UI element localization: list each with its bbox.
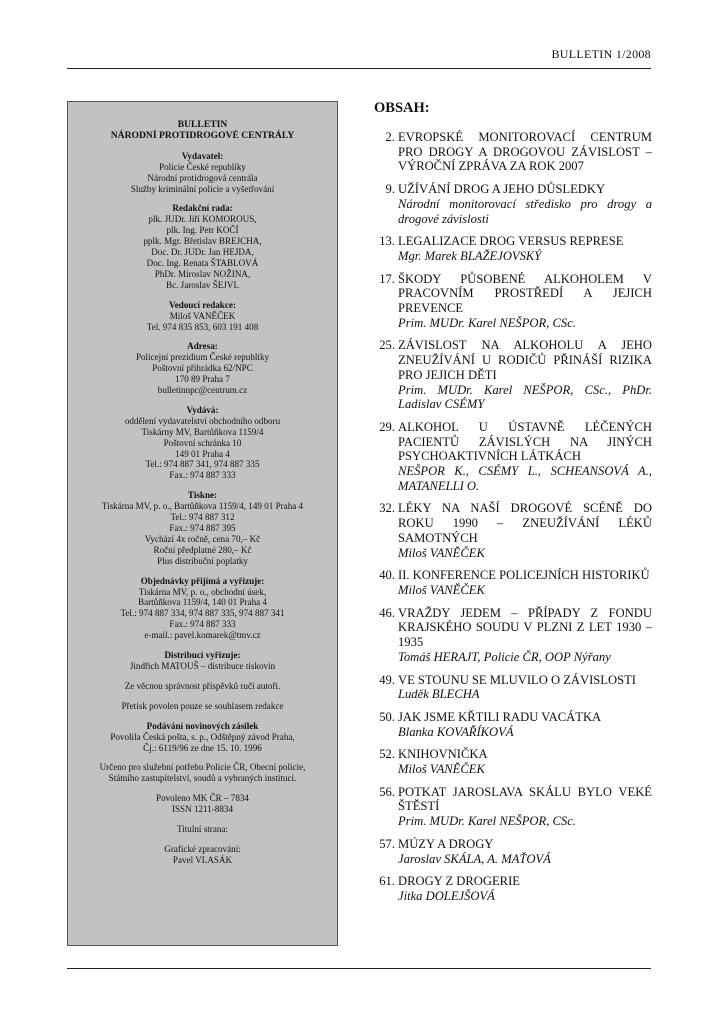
- imprint-section: [68, 405, 337, 481]
- toc-entry-author: Prim. MUDr. Karel NEŠPOR, CSc., PhDr. Ladislav CSÉMY: [398, 382, 652, 412]
- toc-entry-author: Jaroslav SKÁLA, A. MAŤOVÁ: [398, 851, 551, 866]
- toc-entry-author: Jitka DOLEJŠOVÁ: [398, 888, 495, 903]
- imprint-section-heading: Podávání novinových zásilek: [146, 720, 259, 731]
- imprint-sections: [68, 151, 337, 866]
- imprint-section-heading: Objednávky přijímá a vyřizuje:: [140, 575, 265, 586]
- header-rule: [67, 68, 651, 69]
- toc-page-number: 29.: [379, 419, 395, 434]
- toc-entry-author: Blanka KOVAŘÍKOVÁ: [398, 724, 514, 739]
- imprint-section: [68, 681, 337, 692]
- imprint-title-line: NÁRODNÍ PROTIDROGOVÉ CENTRÁLY: [110, 130, 295, 142]
- toc-entry[interactable]: [374, 606, 652, 665]
- toc-entry-author: Mgr. Marek BLAŽEJOVSKÝ: [398, 248, 542, 263]
- toc-entry-title: EVROPSKÉ MONITOROVACÍ CENTRUM PRO DROGY A DROGOVOU ZÁVISLOST – VÝROČNÍ ZPRÁVA ZA ROK 2007: [398, 130, 652, 174]
- imprint-line: Čj.: 6119/96 ze dne 15. 10. 1996: [143, 742, 262, 753]
- imprint-line: pplk. Mgr. Břetislav BREJCHA,: [143, 236, 262, 247]
- imprint-section-heading: Redakční rada:: [172, 203, 233, 214]
- toc-entry-author: Miloš VANĚČEK: [398, 545, 485, 560]
- imprint-line: Titulní strana:: [177, 824, 228, 835]
- imprint-section: [68, 300, 337, 333]
- toc-entry-author: Miloš VANĚČEK: [398, 582, 485, 597]
- imprint-line: plk. JUDr. Jiří KOMOROUS,: [148, 214, 257, 225]
- imprint-line: Miloš VANĚČEK: [169, 310, 236, 321]
- imprint-line: Určeno pro služební potřebu Policie ČR, Obecní policie,: [99, 762, 306, 773]
- toc-entry-title: VE STOUNU SE MLUVILO O ZÁVISLOSTI: [398, 672, 636, 687]
- imprint-section-heading: Adresa:: [187, 341, 218, 352]
- toc-entry-title: VRAŽDY JEDEM – PŘÍPADY Z FONDU KRAJSKÉHO SOUDU V PLZNI Z LET 1930 – 1935: [398, 605, 652, 650]
- imprint-line: Grafické zpracování:: [164, 843, 241, 854]
- toc-entry-title: KNIHOVNIČKA: [398, 747, 488, 762]
- imprint-line: Jindřich MATOUŠ – distribuce tiskovin: [129, 660, 276, 671]
- toc-entries: [374, 130, 652, 904]
- toc-entry[interactable]: [374, 420, 652, 494]
- imprint-line: 170 89 Praha 7: [175, 374, 230, 385]
- toc-entry-author: Národní monitorovací středisko pro drogy a drogové závislosti: [398, 196, 652, 226]
- imprint-section: [68, 701, 337, 712]
- toc-entry-title: ŠKODY PŮSOBENÉ ALKOHOLEM V PRACOVNÍM PROSTŘEDÍ A JEJICH PREVENCE: [398, 271, 652, 316]
- toc-entry-title: UŽÍVÁNÍ DROG A JEHO DŮSLEDKY: [398, 182, 606, 197]
- toc-entry[interactable]: [374, 338, 652, 412]
- imprint-line: Bc. Jaroslav ŠEJVL: [166, 279, 239, 290]
- imprint-line: Poštovní přihrádka 62/NPC: [152, 363, 253, 374]
- imprint-line: Tel.: 974 887 312: [170, 512, 235, 523]
- imprint-line: 149 01 Praha 4: [175, 448, 230, 459]
- imprint-section: [68, 721, 337, 754]
- toc-page-number: 40.: [379, 568, 395, 583]
- imprint-line: ISSN 1211-8834: [171, 804, 234, 815]
- toc-entry-title: ALKOHOL U ÚSTAVNĚ LÉČENÝCH PACIENTŮ ZÁVISLÝCH NA JINÝCH PSYCHOAKTIVNÍCH LÁTKÁCH: [398, 419, 652, 464]
- imprint-line: Státního zastupitelství, soudů a vybraných institucí.: [108, 773, 297, 784]
- imprint-section: [68, 576, 337, 641]
- imprint-line: Policie České republiky: [159, 161, 246, 172]
- toc-entry-author: Tomáš HERAJT, Policie ČR, OOP Nýřany: [398, 649, 611, 664]
- imprint-box: [67, 101, 338, 946]
- imprint-line: Přetisk povolen pouze se souhlasem redakce: [121, 700, 284, 711]
- imprint-line: Tel.: 974 887 334, 974 887 335, 974 887 341: [120, 608, 285, 619]
- footer-rule: [67, 968, 651, 969]
- imprint-line: PhDr. Miroslav NOŽINA,: [154, 268, 251, 279]
- toc-page-number: 50.: [379, 709, 395, 724]
- imprint-line: Roční předplatné 280,– Kč: [153, 544, 252, 555]
- imprint-section: [68, 762, 337, 784]
- imprint-line: Tiskárny MV, Bartůňkova 1159/4: [141, 426, 264, 437]
- toc-title: OBSAH:: [374, 100, 430, 116]
- toc-entry-author: NEŠPOR K., CSÉMY L., SCHEANSOVÁ A., MATANELLI O.: [398, 464, 652, 493]
- imprint-section-heading: Vedoucí redakce:: [169, 299, 236, 310]
- toc-entry-title: LÉKY NA NAŠÍ DROGOVÉ SCÉNĚ DO ROKU 1990 – ZNEUŽÍVÁNÍ LÉKŮ SAMOTNÝCH: [398, 501, 652, 545]
- imprint-section: [68, 793, 337, 815]
- toc-entry[interactable]: [374, 501, 652, 560]
- toc-page-number: 2.: [385, 130, 395, 144]
- toc-page-number: 56.: [379, 784, 395, 799]
- toc-entry[interactable]: [374, 673, 652, 702]
- toc-entry-title: DROGY Z DROGERIE: [398, 874, 520, 889]
- imprint-line: Tel.: 974 887 341, 974 887 335: [145, 459, 260, 470]
- imprint-section: [68, 341, 337, 396]
- toc-entry-title: JAK JSME KŘTILI RADU VACÁTKA: [398, 709, 602, 724]
- imprint-title-line: BULLETIN: [177, 119, 228, 130]
- toc-page-number: 17.: [379, 271, 395, 286]
- toc-entry[interactable]: [374, 747, 652, 776]
- running-header: BULLETIN 1/2008: [551, 47, 651, 61]
- toc-entry[interactable]: [374, 568, 652, 597]
- imprint-line: Bartůňkova 1159/4, 140 01 Praha 4: [138, 597, 267, 608]
- imprint-section: [68, 490, 337, 566]
- imprint-line: plk. Ing. Petr KOČÍ: [166, 225, 239, 236]
- toc-entry[interactable]: [374, 272, 652, 331]
- imprint-line: Povoleno MK ČR – 7834: [156, 793, 249, 804]
- imprint-section-heading: Vydavatel:: [181, 150, 224, 161]
- toc-entry-title: LEGALIZACE DROG VERSUS REPRESE: [398, 234, 624, 249]
- toc-entry[interactable]: [374, 874, 652, 903]
- imprint-line: Národní protidrogová centrála: [147, 172, 258, 183]
- toc-entry[interactable]: [374, 182, 652, 226]
- imprint-section: [68, 203, 337, 290]
- imprint-line: oddělení vydavatelství obchodního odboru: [124, 415, 281, 426]
- toc-page-number: 25.: [379, 338, 395, 353]
- toc-page-number: 32.: [379, 501, 395, 516]
- toc-entry-author: Prim. MUDr. Karel NEŠPOR, CSc.: [398, 814, 576, 829]
- imprint-title: [68, 119, 337, 142]
- toc-entry[interactable]: [374, 785, 652, 829]
- imprint-line: bulletinnpc@centrum.cz: [157, 385, 248, 396]
- toc-entry-title: POTKAT JAROSLAVA SKÁLU BYLO VEKÉ ŠTĚSTÍ: [398, 784, 652, 814]
- toc-page-number: 46.: [379, 605, 395, 620]
- imprint-section: [68, 650, 337, 672]
- imprint-section: [68, 151, 337, 195]
- imprint-line: Poštovní schránka 10: [163, 437, 242, 448]
- imprint-line: Služby kriminální policie a vyšetřování: [130, 183, 275, 194]
- table-of-contents: [374, 100, 652, 912]
- toc-page-number: 13.: [379, 234, 395, 249]
- imprint-section: [68, 824, 337, 835]
- imprint-line: Fax.: 974 887 395: [169, 523, 236, 533]
- imprint-line: Fax.: 974 887 333: [169, 470, 236, 481]
- imprint-line: Plus distribuční poplatky: [157, 555, 248, 566]
- toc-entry[interactable]: [374, 130, 652, 174]
- toc-page-number: 57.: [379, 836, 395, 851]
- toc-page-number: 49.: [379, 672, 395, 687]
- toc-page-number: 9.: [385, 182, 395, 197]
- toc-entry-title: II. KONFERENCE POLICEJNÍCH HISTORIKŮ: [398, 568, 650, 583]
- imprint-line: Tiskárna MV, p. o., obchodní úsek,: [138, 586, 267, 597]
- imprint-line: Fax.: 974 887 333: [169, 619, 236, 630]
- imprint-line: Doc. Ing. Renata ŠTABLOVÁ: [146, 257, 259, 268]
- toc-entry-author: Prim. MUDr. Karel NEŠPOR, CSc.: [398, 315, 576, 330]
- imprint-section: [68, 844, 337, 866]
- toc-entry[interactable]: [374, 234, 652, 263]
- imprint-line: Tel. 974 835 853, 603 191 408: [146, 321, 259, 332]
- imprint-line: Ze věcnou správnost příspěvků ručí autoři.: [124, 680, 281, 691]
- toc-entry-title: ZÁVISLOST NA ALKOHOLU A JEHO ZNEUŽÍVÁNÍ U RODIČŮ PŘINÁŠÍ RIZIKA PRO JEJICH DĚTI: [398, 338, 652, 382]
- toc-entry-author: Miloš VANĚČEK: [398, 762, 485, 777]
- toc-entry-author: Luděk BLECHA: [398, 687, 480, 702]
- toc-page-number: 52.: [379, 747, 395, 762]
- toc-entry[interactable]: [374, 837, 652, 866]
- imprint-line: Vychází 4x ročně, cena 70,– Kč: [144, 533, 261, 544]
- imprint-line: Doc. Dr. JUDr. Jan HEJDA,: [151, 247, 254, 258]
- imprint-section-heading: Tiskne:: [187, 490, 218, 501]
- imprint-line: Povolila Česká pošta, s. p., Odštěpný závod Praha,: [110, 731, 295, 742]
- toc-page-number: 61.: [379, 874, 395, 889]
- imprint-line: Pavel VLASÁK: [172, 854, 233, 865]
- imprint-section-heading: Vydává:: [186, 404, 219, 415]
- toc-entry-title: MÚZY A DROGY: [398, 836, 494, 851]
- imprint-line: Tiskárna MV, p. o., Bartůňkova 1159/4, 149 01 Praha 4: [101, 501, 304, 512]
- imprint-section-heading: Distribuci vyřizuje:: [164, 650, 241, 661]
- toc-entry[interactable]: [374, 710, 652, 739]
- imprint-line: Policejní prezidium České republiky: [135, 352, 270, 363]
- imprint-line: e-mail.: pavel.komarek@tmv.cz: [144, 630, 261, 641]
